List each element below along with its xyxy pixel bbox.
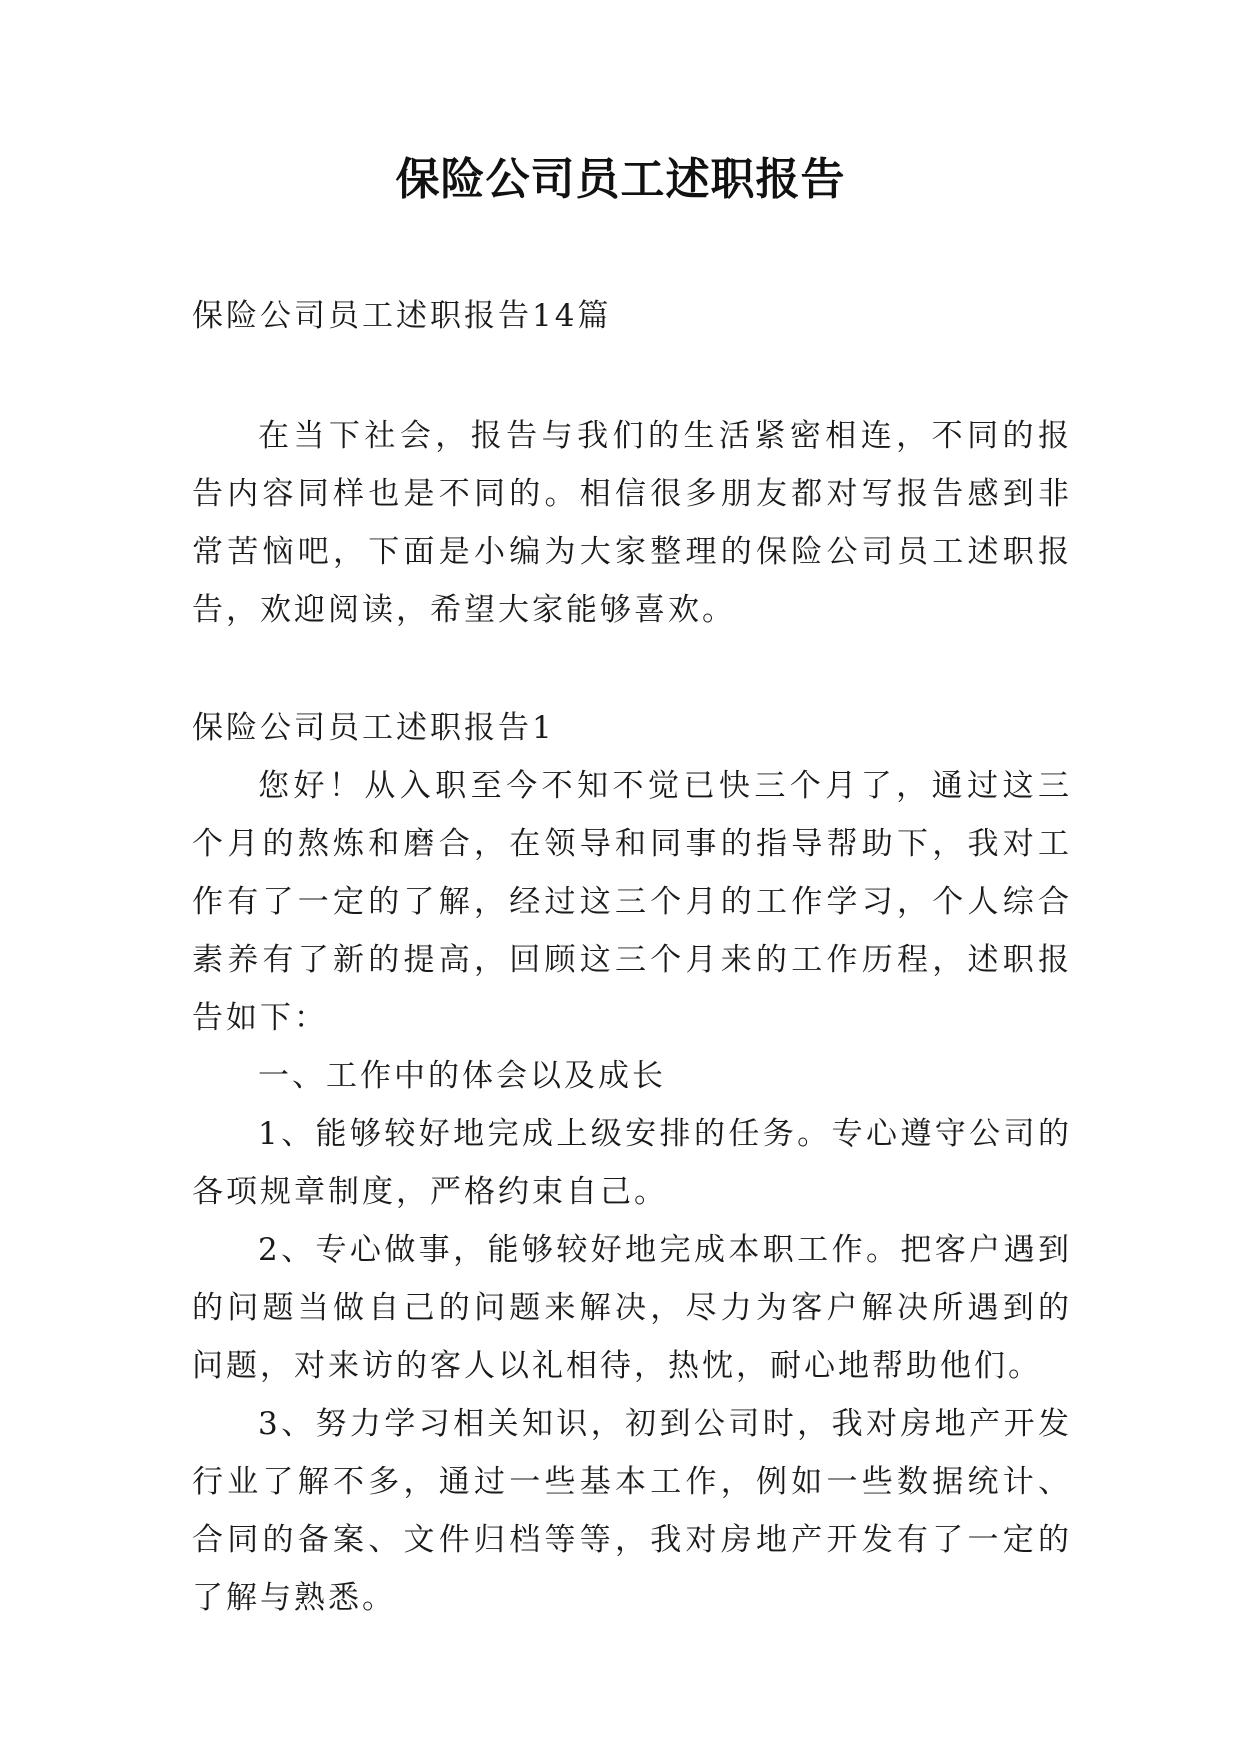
subtitle-block [192, 287, 1072, 345]
body-paragraph: 3、努力学习相关知识，初到公司时，我对房地产开发行业了解不多，通过一些基本工作，例如一些数据统计、合同的备案、文件归档等等，我对房地产开发有了一定的了解与熟悉。 [192, 1406, 1072, 1616]
document-title: 保险公司员工述职报告 [395, 154, 846, 205]
body-paragraph: 2、专心做事，能够较好地完成本职工作。把客户遇到的问题当做自己的问题来解决，尽力为客户解决所遇到的问题，对来访的客人以礼相待，热忱，耐心地帮助他们。 [192, 1232, 1072, 1384]
body-paragraph: 1、能够较好地完成上级安排的任务。专心遵守公司的各项规章制度，严格约束自己。 [192, 1116, 1072, 1210]
body-paragraph: 您好！从入职至今不知不觉已快三个月了，通过这三个月的熬炼和磨合，在领导和同事的指导帮助下，我对工作有了一定的了解，经过这三个月的工作学习，个人综合素养有了新的提高，回顾这三个月来的工作历程，述职报告如下： [192, 768, 1072, 1036]
document-subtitle: 保险公司员工述职报告14篇 [192, 298, 612, 334]
intro-paragraph: 在当下社会，报告与我们的生活紧密相连，不同的报告内容同样也是不同的。相信很多朋友都对写报告感到非常苦恼吧，下面是小编为大家整理的保险公司员工述职报告，欢迎阅读，希望大家能够喜欢。 [192, 418, 1072, 628]
section-block [192, 699, 1072, 1627]
subheading-paragraph: 一、工作中的体会以及成长 [258, 1058, 666, 1094]
section-heading: 保险公司员工述职报告1 [192, 710, 555, 746]
intro-block [192, 407, 1072, 639]
